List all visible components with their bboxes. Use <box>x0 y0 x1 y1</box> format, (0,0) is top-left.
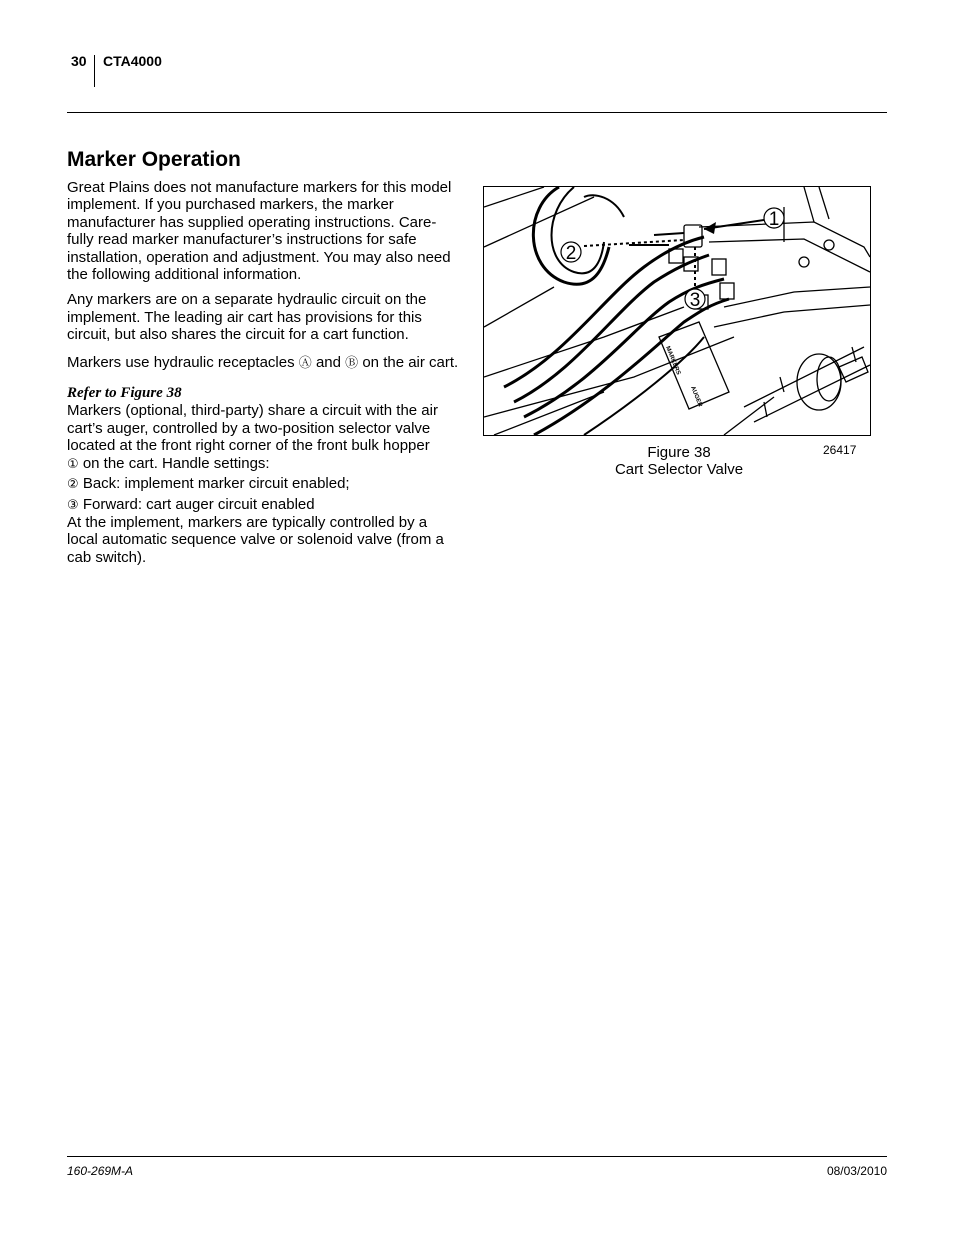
list-item: ① on the cart. Handle settings: <box>67 454 270 472</box>
callout-marker-1: ① <box>67 456 79 472</box>
paragraph-implement-control: At the implement, markers are typically controlled by a local automatic sequence valve or solenoid valve (from a cab switch). <box>67 513 444 566</box>
body-text-column <box>67 179 459 566</box>
header-divider <box>94 55 95 87</box>
callout-2 <box>561 242 581 264</box>
callout-3 <box>685 289 705 311</box>
figure-number: 26417 <box>823 443 857 457</box>
header-model: CTA4000 <box>103 53 162 69</box>
section-title: Marker Operation <box>67 148 241 171</box>
figure-38-illustration <box>483 186 871 436</box>
decal-auger-label: AUGER <box>689 385 703 408</box>
paragraph-selector-valve: Markers (optional, third-party) share a circuit with the air cart’s auger, controlled by a two-position selector valve located at the front right corner of the front bulk hopper <box>67 402 438 455</box>
figure-caption: Cart Selector Valve <box>614 461 744 478</box>
svg-text:1: 1 <box>768 209 780 230</box>
paragraph-circuit: Any markers are on a separate hydraulic circuit on the implement. The leading air cart has provisions for this circuit, but also shares the circuit for a cart function. <box>67 291 427 344</box>
footer-doc-number: 160-269M-A <box>67 1164 134 1178</box>
selector-valve-drawing <box>484 187 870 435</box>
list-item: ③ Forward: cart auger circuit enabled <box>67 495 315 513</box>
paragraph-receptacles: Markers use hydraulic receptacles Ⓐ and Ⓑ on the air cart. <box>67 353 459 371</box>
page-number: 30 <box>71 53 87 69</box>
receptacle-a-marker: Ⓐ <box>298 355 312 371</box>
paragraph-intro: Great Plains does not manufacture markers for this model implement. If you purchased markers, the marker manufacturer has supplied operating instructions. Care-fully read marker manufacturer’s instructions for safe installation, operation and adjustment. You may also need the following additional information. <box>67 179 452 284</box>
receptacle-b-marker: Ⓑ <box>345 355 359 371</box>
callout-marker-2: ② <box>67 477 79 493</box>
list-item: ② Back: implement marker circuit enabled; <box>67 475 350 493</box>
decal-markers-label: MARKERS <box>664 345 682 376</box>
header-rule <box>67 112 887 113</box>
callout-1 <box>764 208 784 230</box>
figure-reference: Refer to Figure 38 <box>67 385 182 402</box>
figure-label: Figure 38 <box>647 444 711 461</box>
callout-marker-3: ③ <box>67 497 79 513</box>
svg-text:2: 2 <box>565 243 577 264</box>
footer-rule <box>67 1156 887 1157</box>
svg-text:3: 3 <box>689 290 701 311</box>
footer-date: 08/03/2010 <box>826 1164 887 1178</box>
